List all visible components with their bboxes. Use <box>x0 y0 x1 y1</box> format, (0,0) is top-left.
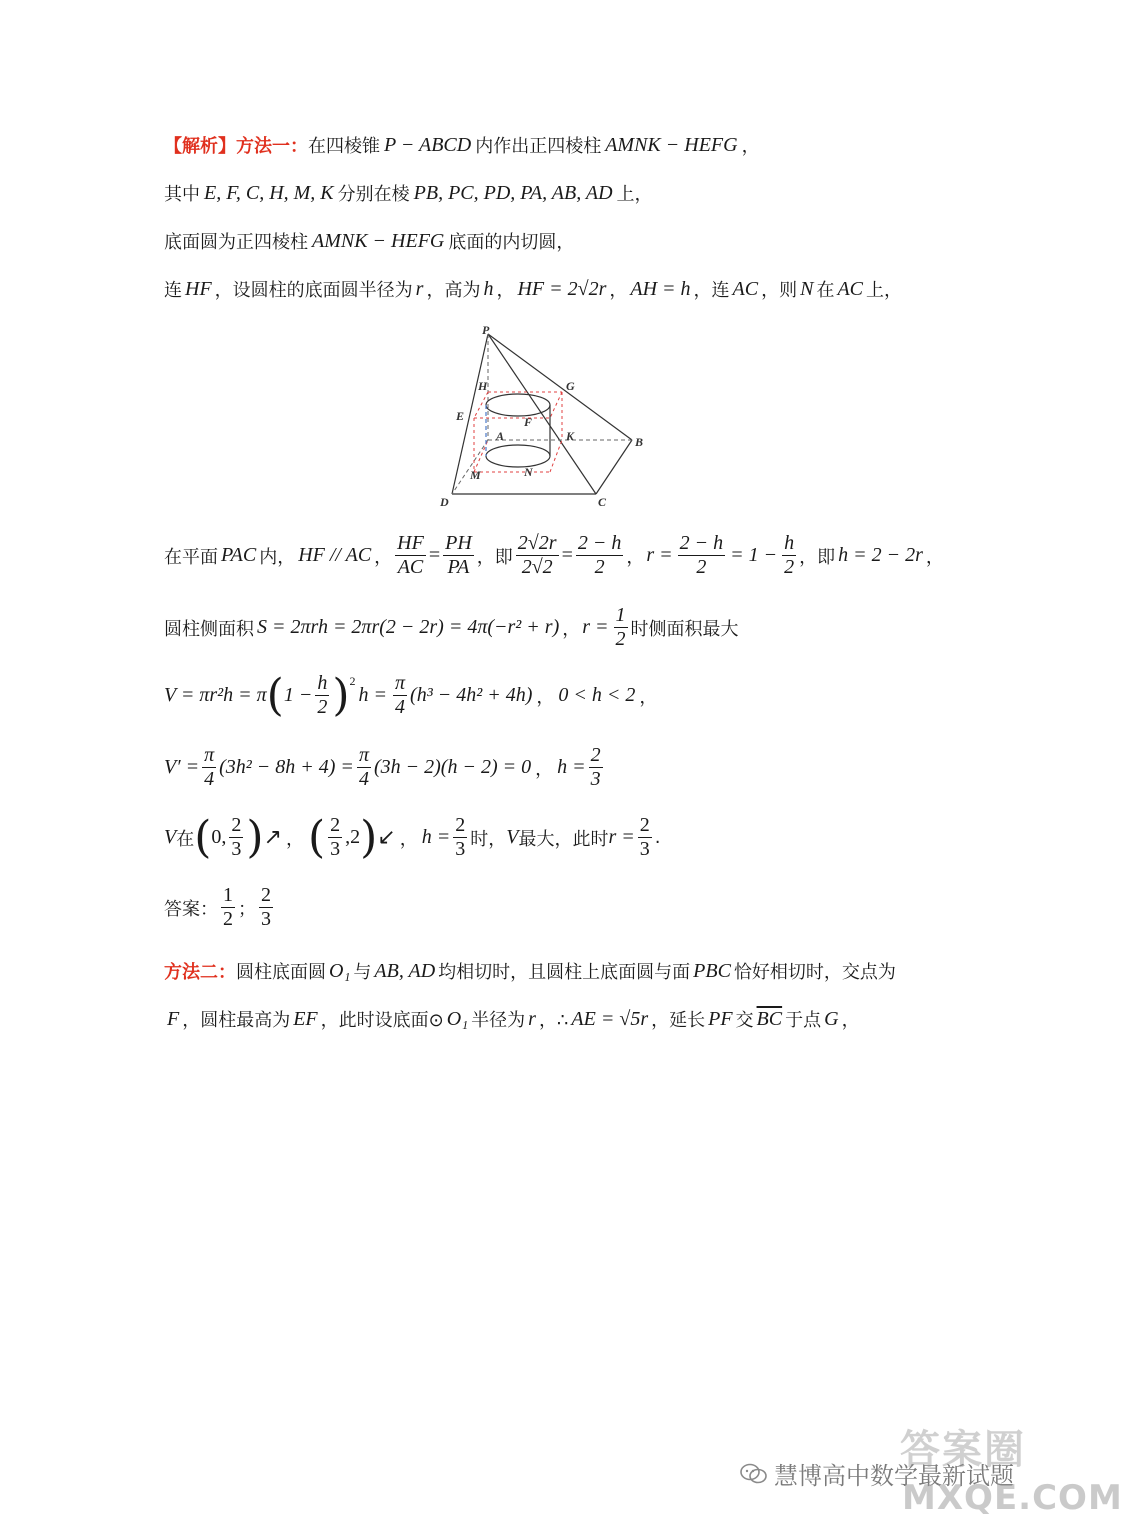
text: . <box>654 827 661 848</box>
text: 于点 <box>785 1010 822 1031</box>
math: O₁ <box>446 1007 469 1030</box>
fraction <box>589 744 603 791</box>
text: 上， <box>616 184 653 205</box>
text: ， <box>399 828 418 850</box>
solution-line-8 <box>164 744 606 791</box>
solution-line-5 <box>164 532 944 579</box>
label-P: P <box>482 323 490 337</box>
label-K: K <box>566 429 575 443</box>
denominator: 2√2 <box>521 556 553 578</box>
math: HF <box>185 277 212 300</box>
label-M: M <box>470 468 481 482</box>
text: ，此时设底面⊙ <box>320 1010 444 1031</box>
numerator: PH <box>445 532 472 554</box>
math: (h³ − 4h² + 4h) <box>410 684 533 706</box>
numerator: 2 <box>261 884 271 906</box>
text: 底面的内切圆， <box>448 232 575 253</box>
fraction <box>328 814 342 861</box>
text: 上， <box>866 280 903 301</box>
math: $\overline{BC}$ <box>756 1007 783 1030</box>
right-paren: ) <box>360 811 378 863</box>
text: 内， <box>259 546 296 568</box>
numerator: 2 <box>639 814 650 836</box>
math: r = <box>582 616 609 638</box>
math: h = <box>557 756 586 778</box>
text: 在 <box>176 828 195 850</box>
math: G <box>824 1007 839 1030</box>
text: ， <box>286 828 304 850</box>
numerator: 1 <box>615 604 626 626</box>
numerator: h <box>317 672 328 694</box>
denominator: 3 <box>261 908 271 930</box>
fraction <box>516 532 559 579</box>
text: ，圆柱最高为 <box>182 1010 291 1031</box>
math: 0 < h < 2 <box>558 684 636 706</box>
text: 圆柱底面圆 <box>236 962 326 983</box>
text: 内作出正四棱柱 <box>475 136 602 157</box>
denominator: 2 <box>784 556 795 578</box>
numerator: 2√2r <box>517 532 557 554</box>
fraction <box>357 744 371 791</box>
math: ,2 <box>345 826 361 848</box>
math: EF <box>293 1007 318 1030</box>
solution-line-3 <box>164 228 574 254</box>
math: AC <box>837 277 864 300</box>
math: AB, AD <box>374 959 436 982</box>
math: HF // AC <box>298 544 372 566</box>
solution-line-7 <box>164 669 658 721</box>
solution-line-6 <box>164 604 739 651</box>
math: PBC <box>693 959 731 982</box>
left-paren: ( <box>308 811 326 863</box>
math: h = <box>421 826 451 848</box>
fraction <box>202 744 216 791</box>
numerator: h <box>784 532 795 554</box>
text: ， <box>535 758 554 780</box>
fraction <box>221 884 235 931</box>
math: P − ABCD <box>384 133 472 156</box>
denominator: 4 <box>204 768 215 790</box>
text: 恰好相切时，交点为 <box>733 962 896 983</box>
text: 圆柱侧面积 <box>164 618 254 640</box>
solution-line-4 <box>164 276 902 302</box>
text: ，即 <box>799 546 836 568</box>
site-logo-text: 答案圈 <box>900 1427 1026 1473</box>
math: V′ = <box>164 756 200 778</box>
numerator: 1 <box>223 884 233 906</box>
solution-line-2 <box>164 180 653 206</box>
solution-line-11 <box>164 958 896 984</box>
text: ， <box>639 686 658 708</box>
solution-line-1 <box>164 132 760 158</box>
denominator: 3 <box>330 838 341 860</box>
denominator: 4 <box>395 696 406 718</box>
math: AMNK − HEFG <box>605 133 738 156</box>
fraction <box>453 814 467 861</box>
text: 时侧面积最大 <box>630 618 739 640</box>
numerator: 2 <box>231 814 242 836</box>
wechat-icon <box>740 1463 768 1485</box>
text: 在四棱锥 <box>308 136 380 157</box>
text: 最大，此时 <box>518 828 609 850</box>
math: S = 2πrh = 2πr(2 − 2r) = 4π(−r² + r) <box>257 616 560 638</box>
math: 1 − <box>283 684 313 706</box>
answer-label: 答案： <box>164 898 218 920</box>
text: ， <box>841 1010 860 1031</box>
text: 均相切时，且圆柱上底面圆与面 <box>438 962 691 983</box>
math: h <box>483 277 494 300</box>
site-url <box>902 1478 1123 1518</box>
math: (3h² − 8h + 4) = <box>219 756 354 778</box>
text: 底面圆为正四棱柱 <box>164 232 308 253</box>
right-paren: ) <box>246 811 264 863</box>
label-H: H <box>478 379 488 393</box>
fraction <box>395 532 426 579</box>
text: 在 <box>816 280 835 301</box>
math: AMNK − HEFG <box>312 229 445 252</box>
analysis-label: 【解析】方法一： <box>164 136 308 157</box>
text: ， <box>562 618 581 640</box>
text: ，延长 <box>651 1010 706 1031</box>
label-F: F <box>524 415 533 429</box>
denominator: 3 <box>455 838 466 860</box>
math: r <box>528 1007 536 1030</box>
numerator: 2 <box>590 744 601 766</box>
math: V <box>506 826 519 848</box>
math: F <box>167 1007 180 1030</box>
text: ，设圆柱的底面圆半径为 <box>214 280 413 301</box>
site-url-text: MXQE.COM <box>902 1478 1123 1518</box>
math: AC <box>732 277 759 300</box>
text: 在平面 <box>164 546 218 568</box>
text: ， <box>925 546 944 568</box>
right-paren: ) <box>332 669 350 721</box>
text: ，高为 <box>426 280 481 301</box>
pyramid-cylinder-figure <box>432 322 662 512</box>
fraction <box>782 532 796 579</box>
fraction <box>678 532 726 579</box>
text: 连 <box>164 280 182 301</box>
math: V = πr²h = π <box>164 684 267 706</box>
exponent: 2 <box>349 674 356 688</box>
math: h = 2 − 2r <box>838 544 923 566</box>
label-B: B <box>635 435 644 449</box>
text: ，∴ <box>538 1010 569 1031</box>
text: ， <box>496 280 515 301</box>
math: O₁ <box>329 959 351 982</box>
fraction <box>443 532 474 579</box>
text: 分别在棱 <box>337 184 410 205</box>
denominator: 2 <box>696 556 707 578</box>
math: PAC <box>221 544 257 566</box>
denominator: 3 <box>590 768 601 790</box>
denominator: 3 <box>639 838 650 860</box>
math: HF = 2√2r <box>517 277 607 300</box>
fraction <box>229 814 243 861</box>
math: E, F, C, H, M, K <box>204 181 334 204</box>
text: 与 <box>353 962 372 983</box>
text: 交 <box>735 1010 754 1031</box>
text: ，连 <box>693 280 730 301</box>
denominator: 2 <box>594 556 605 578</box>
label-G: G <box>566 379 575 393</box>
fraction <box>259 884 273 931</box>
fraction <box>315 672 329 719</box>
math: (3h − 2)(h − 2) = 0 <box>373 756 532 778</box>
denominator: 2 <box>317 696 328 718</box>
math: N <box>800 277 814 300</box>
text: ，则 <box>761 280 798 301</box>
math: r = <box>608 826 635 848</box>
answer-line <box>164 884 276 931</box>
math: r = <box>646 544 673 566</box>
left-paren: ( <box>194 811 212 863</box>
math: V <box>164 826 177 848</box>
math: AE = √5r <box>571 1007 649 1030</box>
solution-line-9 <box>164 811 661 863</box>
text: ， <box>626 546 645 568</box>
label-A: A <box>496 429 505 443</box>
watermark-text: 慧博高中数学最新试题 <box>774 1462 1014 1490</box>
math: = 1 − <box>730 544 778 566</box>
math: r <box>415 277 424 300</box>
left-paren: ( <box>266 669 284 721</box>
denominator: AC <box>397 556 424 578</box>
text: 其中 <box>164 184 200 205</box>
denominator: PA <box>447 556 470 578</box>
numerator: 2 <box>330 814 341 836</box>
text: ， <box>609 280 628 301</box>
site-logo <box>900 1418 1026 1475</box>
text: 时， <box>470 828 507 850</box>
fraction <box>393 672 407 719</box>
text: ； <box>238 898 256 920</box>
text: ， <box>374 546 393 568</box>
math: AH = h <box>630 277 691 300</box>
numerator: π <box>204 744 215 766</box>
increasing-arrow: ↗ <box>263 825 282 850</box>
fraction <box>638 814 652 861</box>
method-two-label: 方法二： <box>164 962 236 983</box>
denominator: 4 <box>358 768 369 790</box>
denominator: 2 <box>223 908 233 930</box>
label-N: N <box>524 465 533 479</box>
math: PB, PC, PD, PA, AB, AD <box>413 181 613 204</box>
equals: = <box>428 544 441 566</box>
equals: = <box>561 544 573 566</box>
numerator: 2 <box>455 814 466 836</box>
label-E: E <box>456 409 465 423</box>
math: PF <box>708 1007 733 1030</box>
label-C: C <box>598 495 607 509</box>
denominator: 2 <box>615 628 626 650</box>
text: ， <box>536 686 555 708</box>
numerator: 2 − h <box>679 532 724 554</box>
text: ，即 <box>476 546 513 568</box>
numerator: π <box>395 672 406 694</box>
denominator: 3 <box>231 838 242 860</box>
numerator: HF <box>397 532 424 554</box>
text: ， <box>741 136 760 157</box>
numerator: 2 − h <box>577 532 622 554</box>
solution-line-12 <box>164 1006 860 1032</box>
label-D: D <box>440 495 449 509</box>
fraction <box>614 604 628 651</box>
decreasing-arrow: ↙ <box>377 825 396 850</box>
text: 半径为 <box>471 1010 526 1031</box>
math: 0, <box>211 826 227 848</box>
fraction <box>576 532 624 579</box>
numerator: π <box>358 744 369 766</box>
math: h = <box>358 684 388 706</box>
